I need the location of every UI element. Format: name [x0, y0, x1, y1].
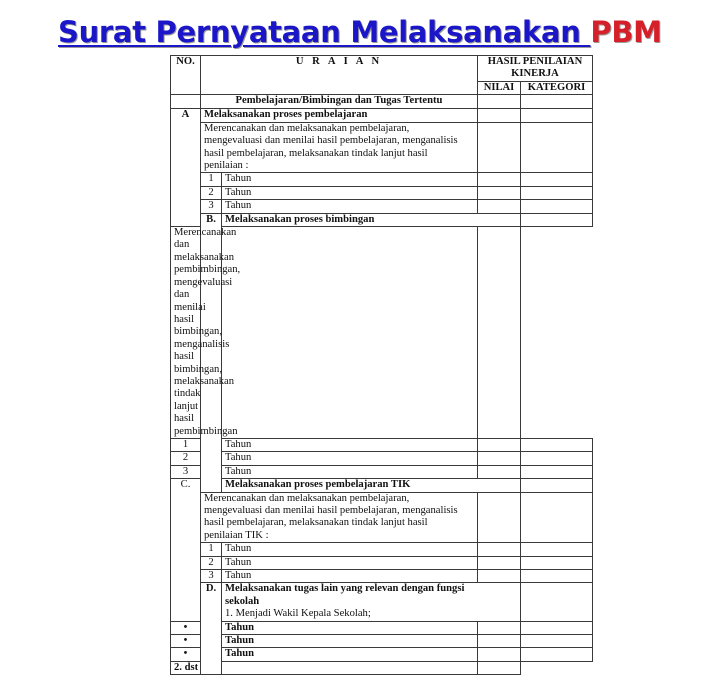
row-number: D.	[201, 583, 222, 675]
description-line: mengevaluasi dan menilai hasil bimbingan, menganalisis	[174, 276, 233, 350]
year-label: Tahun	[222, 173, 478, 186]
item-title-line: Melaksanakan tugas lain yang relevan dengan fungsi	[225, 583, 465, 595]
kategori-cell	[521, 186, 593, 199]
year-label: Tahun	[222, 465, 478, 478]
year-label: Tahun	[222, 438, 478, 451]
kategori-cell	[521, 648, 593, 661]
nilai-cell	[478, 452, 521, 465]
table-row	[171, 173, 593, 186]
nilai-cell	[478, 200, 521, 213]
kategori-cell	[521, 465, 593, 478]
year-label: Tahun	[222, 648, 478, 661]
item-title-line: sekolah	[225, 595, 260, 607]
header-kategori: KATEGORI	[521, 82, 593, 95]
kategori-cell	[478, 227, 521, 439]
item-description	[201, 492, 478, 543]
year-label: Tahun	[222, 186, 478, 199]
description-line: penilaian :	[204, 160, 249, 172]
year-label: Tahun	[222, 570, 478, 583]
table-row	[171, 543, 593, 556]
item-title: Melaksanakan proses pembelajaran TIK	[222, 479, 521, 492]
header-hasil-penilaian: HASIL PENILAIAN KINERJA	[478, 56, 593, 82]
page-title-accent: PBM	[590, 15, 662, 49]
item-description	[222, 583, 521, 621]
year-label: Tahun	[222, 635, 478, 648]
nilai-cell	[478, 186, 521, 199]
kategori-cell	[521, 109, 593, 122]
year-number: 2	[201, 556, 222, 569]
page-title-main: Surat Pernyataan Melaksanakan	[58, 15, 591, 49]
nilai-cell	[521, 213, 593, 226]
year-number: 3	[201, 570, 222, 583]
year-number: 3	[201, 200, 222, 213]
description-line: hasil pembelajaran, melaksanakan tindak lanjut hasil	[204, 517, 428, 529]
table-row	[171, 648, 593, 661]
description-line: Merencanakan dan melaksanakan pembelajaran,	[204, 122, 410, 134]
kategori-cell	[521, 556, 593, 569]
nilai-cell	[222, 227, 478, 439]
description-line: Merencanakan dan melaksanakan pembimbingan,	[174, 227, 241, 276]
kategori-cell	[521, 173, 593, 186]
header-nilai: NILAI	[478, 82, 521, 95]
nilai-cell	[478, 556, 521, 569]
kategori-cell	[478, 661, 521, 674]
nilai-cell	[478, 122, 521, 173]
table-row	[171, 583, 593, 621]
sub-item: 2. dst	[171, 661, 222, 674]
description-line: penilaian TIK :	[204, 529, 269, 541]
nilai-cell	[478, 543, 521, 556]
table-row	[171, 452, 593, 465]
assessment-table	[170, 55, 593, 675]
kategori-cell	[521, 452, 593, 465]
year-label: Tahun	[222, 200, 478, 213]
row-number: C.	[171, 479, 201, 621]
row-number: B.	[201, 213, 222, 492]
bullet-icon: •	[171, 635, 201, 648]
year-number: 3	[171, 465, 201, 478]
table-row	[171, 492, 593, 543]
nilai-cell	[478, 173, 521, 186]
kategori-cell	[521, 122, 593, 173]
kategori-cell	[521, 621, 593, 634]
year-label: Tahun	[222, 452, 478, 465]
row-number: A	[171, 109, 201, 227]
nilai-cell	[478, 635, 521, 648]
description-line: hasil bimbingan, melaksanakan tindak lanjut hasil	[174, 351, 235, 425]
description-line: hasil pembelajaran, melaksanakan tindak lanjut hasil	[204, 147, 428, 159]
nilai-cell	[521, 583, 593, 621]
item-description	[171, 227, 241, 439]
year-label: Tahun	[222, 556, 478, 569]
year-number: 1	[171, 438, 201, 451]
nilai-cell	[478, 570, 521, 583]
nilai-cell	[478, 492, 521, 543]
year-label: Tahun	[222, 621, 478, 634]
section-title-row	[171, 95, 593, 109]
header-no: NO.	[171, 56, 201, 95]
kategori-cell	[521, 570, 593, 583]
year-number: 1	[201, 173, 222, 186]
cell-empty	[521, 95, 593, 109]
table-row	[171, 556, 593, 569]
kategori-cell	[521, 635, 593, 648]
document-scan	[170, 55, 592, 673]
year-number: 1	[201, 543, 222, 556]
sub-item: 1. Menjadi Wakil Kepala Sekolah;	[225, 608, 371, 620]
description-line: mengevaluasi dan menilai hasil pembelajaran, menganalisis	[204, 135, 458, 147]
nilai-cell	[521, 479, 593, 492]
nilai-cell	[478, 465, 521, 478]
table-row	[171, 479, 593, 492]
table-row	[171, 661, 593, 674]
nilai-cell	[222, 661, 478, 674]
table-header-row	[171, 56, 593, 82]
bullet-icon: •	[171, 648, 201, 661]
item-title: Melaksanakan proses bimbingan	[222, 213, 521, 226]
year-label: Tahun	[222, 543, 478, 556]
table-row	[171, 213, 593, 226]
table-row	[171, 186, 593, 199]
description-line: pembimbingan	[174, 425, 238, 437]
description-line: Merencanakan dan melaksanakan pembelajaran,	[204, 492, 410, 504]
table-row	[171, 635, 593, 648]
year-number: 2	[171, 452, 201, 465]
kategori-cell	[521, 492, 593, 543]
header-uraian: U R A I A N	[201, 56, 478, 95]
item-description	[201, 122, 478, 173]
kategori-cell	[521, 200, 593, 213]
kategori-cell	[521, 543, 593, 556]
bullet-icon: •	[171, 621, 201, 634]
description-line: mengevaluasi dan menilai hasil pembelajaran, menganalisis	[204, 505, 458, 516]
nilai-cell	[478, 109, 521, 122]
section-title: Pembelajaran/Bimbingan dan Tugas Tertentu	[201, 95, 478, 109]
cell-empty	[478, 95, 521, 109]
item-title: Melaksanakan proses pembelajaran	[201, 109, 478, 122]
page-title	[58, 12, 698, 52]
cell-empty	[171, 95, 201, 109]
table-row	[171, 570, 593, 583]
nilai-cell	[478, 648, 521, 661]
table-row	[171, 438, 593, 451]
nilai-cell	[478, 621, 521, 634]
year-number: 2	[201, 186, 222, 199]
kategori-cell	[521, 438, 593, 451]
table-row	[171, 227, 593, 439]
table-row	[171, 109, 593, 122]
table-row	[171, 200, 593, 213]
table-row	[171, 122, 593, 173]
table-row	[171, 465, 593, 478]
nilai-cell	[478, 438, 521, 451]
table-row	[171, 621, 593, 634]
